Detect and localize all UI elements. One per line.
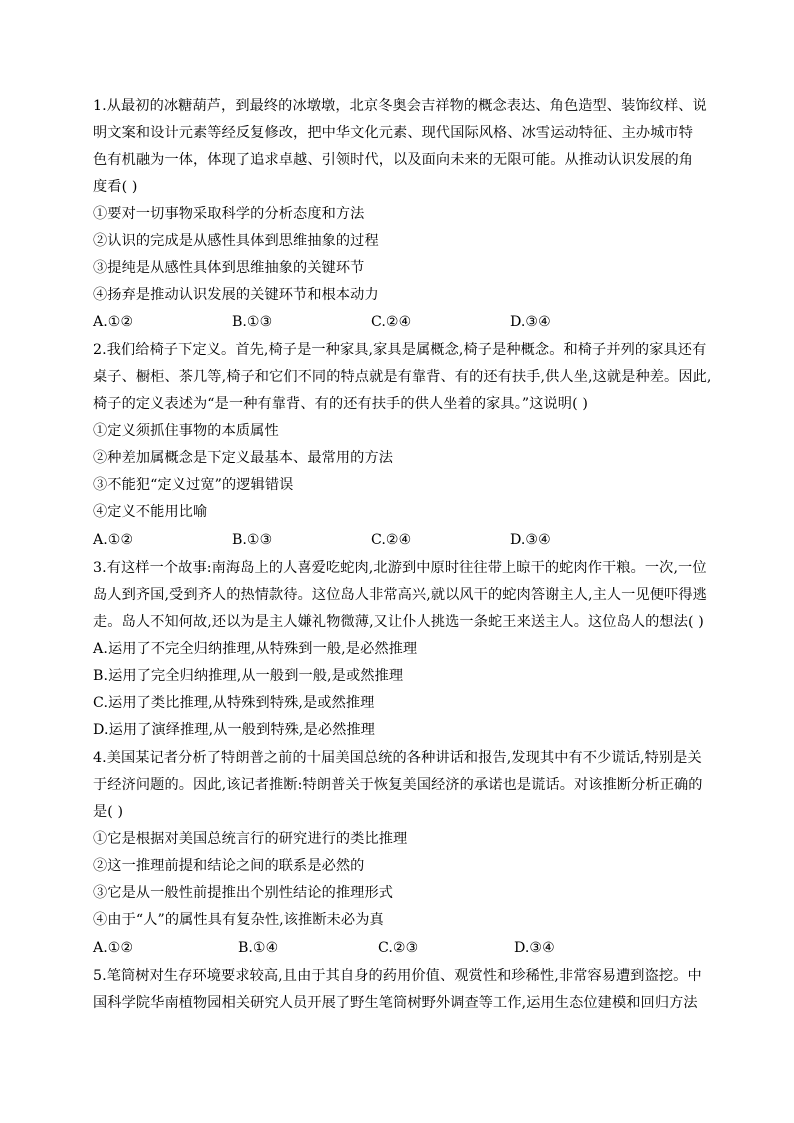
q2-stem-line-1: 2.我们给椅子下定义。首先,椅子是一种家具,家具是属概念,椅子是种概念。和椅子并列的家具还有 xyxy=(93,342,707,358)
q1-stem-line-4: 度看( ) xyxy=(93,179,138,195)
q2-item-4: ④定义不能用比喻 xyxy=(93,504,208,520)
q2-item-3: ③不能犯“定义过宽”的逻辑错误 xyxy=(93,477,294,493)
q1-options xyxy=(93,312,713,332)
q3-stem-line-3: 走。岛人不知何故,还以为是主人嫌礼物微薄,又让仆人挑选一条蛇王来送主人。这位岛人的想法( ) xyxy=(93,614,704,630)
q1-stem-line-2: 明文案和设计元素等经反复修改，把中华文化元素、现代国际风格、冰雪运动特征、主办城市特 xyxy=(93,125,694,141)
q2-option-c: C.②④ xyxy=(371,532,412,548)
q4-option-b: B.①④ xyxy=(238,940,279,956)
q2-item-2: ②种差加属概念是下定义最基本、最常用的方法 xyxy=(93,450,394,466)
q1-option-c: C.②④ xyxy=(371,314,412,330)
q2-options xyxy=(93,530,713,550)
q3-stem-line-1: 3.有这样一个故事:南海岛上的人喜爱吃蛇肉,北游到中原时往往带上晾干的蛇肉作干粮。一次,一位 xyxy=(93,560,707,576)
q2-option-a: A.①② xyxy=(93,532,134,548)
q2-stem-line-3: 椅子的定义表述为“是一种有靠背、有的还有扶手的供人坐着的家具。”这说明( ) xyxy=(93,396,588,412)
q3-option-c: C.运用了类比推理,从特殊到特殊,是或然推理 xyxy=(93,695,375,711)
q4-option-a: A.①② xyxy=(93,940,134,956)
q4-item-2: ②这一推理前提和结论之间的联系是必然的 xyxy=(93,858,365,874)
q4-option-d: D.③④ xyxy=(514,940,555,956)
q4-item-1: ①它是根据对美国总统言行的研究进行的类比推理 xyxy=(93,831,408,847)
q3-option-a: A.运用了不完全归纳推理,从特殊到一般,是必然推理 xyxy=(93,641,418,657)
q4-options xyxy=(93,938,713,958)
q2-option-d: D.③④ xyxy=(510,532,551,548)
q1-item-2: ②认识的完成是从感性具体到思维抽象的过程 xyxy=(93,233,379,249)
q1-item-1: ①要对一切事物采取科学的分析态度和方法 xyxy=(93,206,365,222)
q4-stem-line-3: 是( ) xyxy=(93,804,124,820)
q3-option-b: B.运用了完全归纳推理,从一般到一般,是或然推理 xyxy=(93,668,404,684)
q1-stem-line-1: 1.从最初的冰糖葫芦，到最终的冰墩墩，北京冬奥会吉祥物的概念表达、角色造型、装饰纹样、说 xyxy=(93,98,707,114)
q4-stem-line-1: 4.美国某记者分析了特朗普之前的十届美国总统的各种讲话和报告,发现其中有不少谎话,特别是关 xyxy=(93,750,702,766)
q4-stem-line-2: 于经济问题的。因此,该记者推断:特朗普关于恢复美国经济的承诺也是谎话。对该推断分析正确的 xyxy=(93,777,703,793)
q2-option-b: B.①③ xyxy=(232,532,273,548)
q3-stem-line-2: 岛人到齐国,受到齐人的热情款待。这位岛人非常高兴,就以风干的蛇肉答谢主人,主人一见便吓得逃 xyxy=(93,587,707,603)
q1-option-b: B.①③ xyxy=(232,314,273,330)
q1-item-4: ④扬弃是推动认识发展的关键环节和根本动力 xyxy=(93,287,379,303)
q3-option-d: D.运用了演绎推理,从一般到特殊,是必然推理 xyxy=(93,722,375,738)
q5-stem-line-1: 5.笔筒树对生存环境要求较高,且由于其自身的药用价值、观赏性和珍稀性,非常容易遭到盗挖。中 xyxy=(93,968,702,984)
q5-stem-line-2: 国科学院华南植物园相关研究人员开展了野生笔筒树野外调查等工作,运用生态位建模和回归方法 xyxy=(93,995,698,1011)
q1-item-3: ③提纯是从感性具体到思维抽象的关键环节 xyxy=(93,260,365,276)
q1-option-a: A.①② xyxy=(93,314,134,330)
q4-item-4: ④由于“人”的属性具有复杂性,该推断未必为真 xyxy=(93,912,384,928)
q4-option-c: C.②③ xyxy=(378,940,419,956)
q2-stem-line-2: 桌子、橱柜、茶几等,椅子和它们不同的特点就是有靠背、有的还有扶手,供人坐,这就是种差。因此, xyxy=(93,369,712,385)
q2-item-1: ①定义须抓住事物的本质属性 xyxy=(93,423,279,439)
q1-stem-line-3: 色有机融为一体，体现了追求卓越、引领时代，以及面向未来的无限可能。从推动认识发展的角 xyxy=(93,152,694,168)
q4-item-3: ③它是从一般性前提推出个别性结论的推理形式 xyxy=(93,885,394,901)
q1-option-d: D.③④ xyxy=(510,314,551,330)
